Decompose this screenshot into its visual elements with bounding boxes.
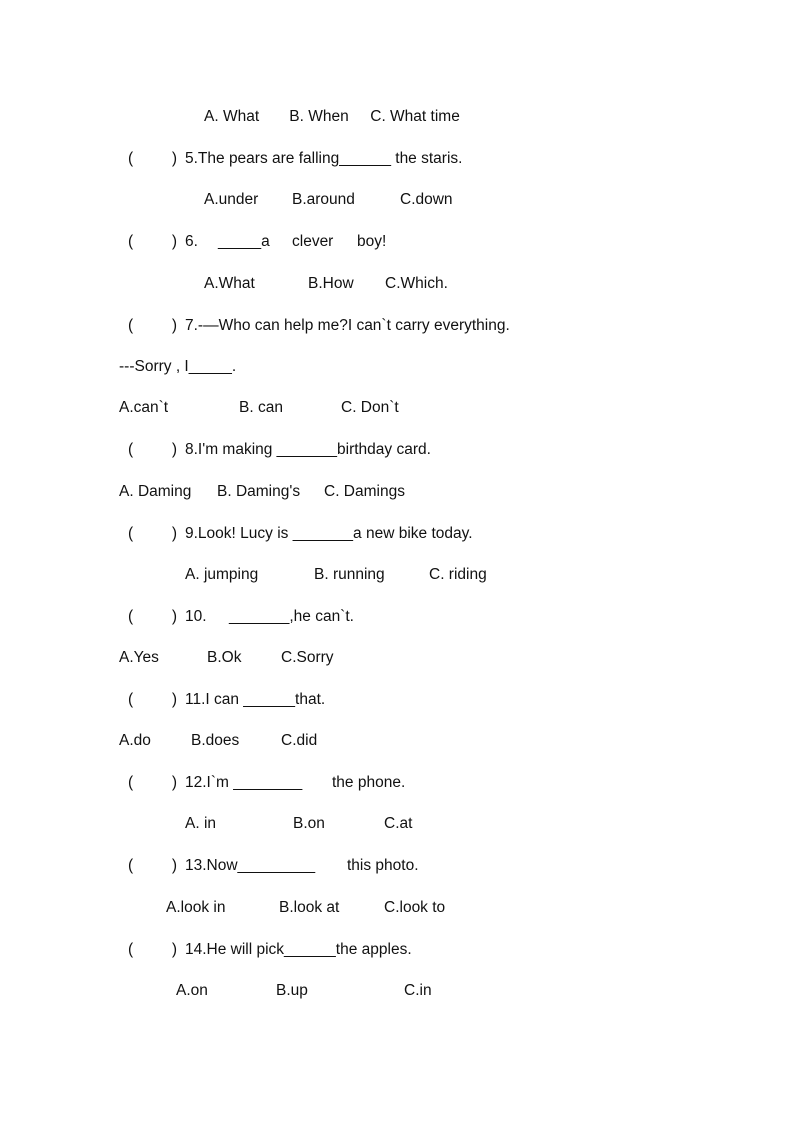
option-a: A. Daming — [119, 483, 192, 500]
question-5-options — [204, 190, 453, 210]
question-text: 5.The pears are falling______ the staris. — [185, 150, 463, 167]
question-text: 8.I'm making _______birthday card. — [185, 441, 431, 458]
prev-question-options: A. What B. When C. What time — [204, 108, 460, 125]
option-a: A.What — [204, 275, 255, 292]
question-tail: the phone. — [332, 774, 406, 791]
option-a: A.on — [176, 982, 208, 999]
question-text: 7.-—Who can help me?I can`t carry everything. — [185, 317, 510, 334]
question-5 — [128, 149, 463, 169]
question-14 — [128, 940, 412, 960]
option-b: B.does — [191, 732, 240, 749]
question-14-options — [176, 981, 432, 1001]
option-c: C. riding — [429, 566, 487, 583]
question-9 — [128, 524, 473, 544]
question-6-options — [204, 274, 448, 294]
question-text: _______,he can`t. — [229, 608, 354, 625]
question-text: 14.He will pick______the apples. — [185, 941, 412, 958]
question-6 — [128, 232, 387, 252]
question-text: 11.I can ______that. — [185, 691, 326, 708]
question-text: 12.I`m ________ — [185, 774, 303, 791]
question-9-options — [185, 565, 487, 585]
option-a: A.look in — [166, 899, 226, 916]
question-tail: this photo. — [347, 857, 419, 874]
option-c: C.look to — [384, 899, 446, 916]
question-12-options — [185, 814, 413, 834]
question-7-options — [119, 398, 399, 418]
answer-bracket: ( ) — [128, 525, 178, 542]
option-c: C.Which. — [385, 275, 448, 292]
answer-bracket: ( ) — [128, 774, 178, 791]
option-b: B. running — [314, 566, 385, 583]
option-c: C.down — [400, 191, 453, 208]
option-a: A. in — [185, 815, 217, 832]
option-b: B.look at — [279, 899, 340, 916]
option-a: A.do — [119, 732, 151, 749]
question-13 — [128, 856, 419, 876]
answer-bracket: ( ) — [128, 150, 178, 167]
answer-bracket: ( ) — [128, 941, 178, 958]
question-number: 10. — [185, 608, 207, 625]
answer-bracket: ( ) — [128, 608, 178, 625]
option-b: B.around — [292, 191, 355, 208]
question-text: 13.Now_________ — [185, 857, 316, 874]
option-c: C. Don`t — [341, 399, 399, 416]
answer-bracket: ( ) — [128, 441, 178, 458]
answer-bracket: ( ) — [128, 857, 178, 874]
option-b: B.How — [308, 275, 354, 292]
option-b: B.on — [293, 815, 325, 832]
question-10 — [128, 607, 354, 627]
option-c: C.in — [404, 982, 432, 999]
option-b: B. can — [239, 399, 283, 416]
question-10-options — [119, 648, 334, 668]
option-b: B.up — [276, 982, 308, 999]
question-blank: _____a — [218, 233, 270, 250]
answer-bracket: ( ) — [128, 233, 178, 250]
option-b: B. Daming's — [217, 483, 301, 500]
option-c: C. Damings — [324, 483, 405, 500]
question-12 — [128, 773, 406, 793]
question-number: 6. — [185, 233, 198, 250]
answer-bracket: ( ) — [128, 691, 178, 708]
question-11 — [128, 690, 326, 710]
question-8 — [128, 440, 431, 460]
question-text: 9.Look! Lucy is _______a new bike today. — [185, 525, 473, 542]
option-b: B.Ok — [207, 649, 242, 666]
question-11-options — [119, 731, 318, 751]
question-7-reply: ---Sorry , I_____. — [119, 358, 237, 375]
question-word: clever — [292, 233, 334, 250]
question-word: boy! — [357, 233, 387, 250]
option-a: A. jumping — [185, 566, 259, 583]
question-7 — [128, 316, 510, 336]
option-a: A.Yes — [119, 649, 159, 666]
option-a: A.under — [204, 191, 259, 208]
option-a: A.can`t — [119, 399, 169, 416]
question-8-options — [119, 482, 405, 502]
question-13-options — [166, 898, 446, 918]
option-c: C.Sorry — [281, 649, 334, 666]
option-c: C.did — [281, 732, 318, 749]
option-c: C.at — [384, 815, 413, 832]
answer-bracket: ( ) — [128, 317, 178, 334]
